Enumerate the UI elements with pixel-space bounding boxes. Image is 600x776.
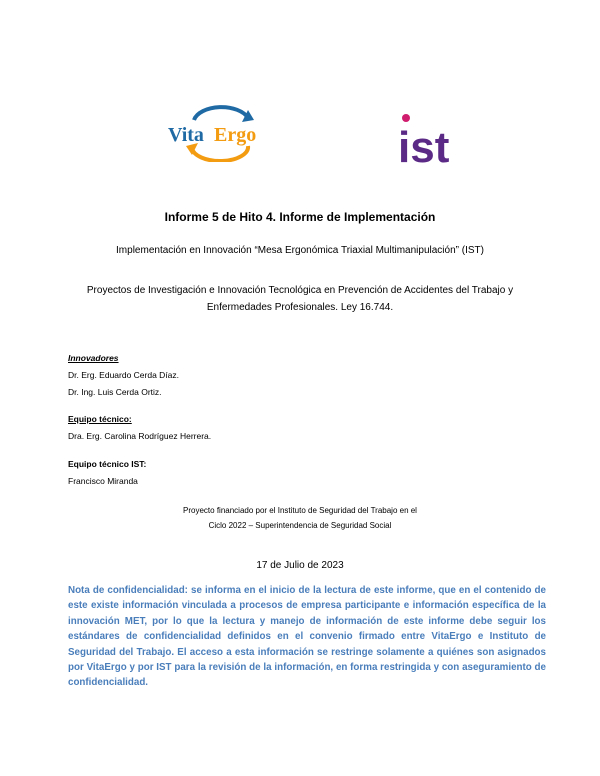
innovators-section [68, 350, 179, 401]
report-subtitle: Implementación en Innovación “Mesa Ergonómica Triaxial Multimanipulación” (IST) [116, 245, 484, 256]
vitaergo-logo-ergo-text: Ergo [214, 124, 257, 146]
technical-team-name-1: Dra. Erg. Carolina Rodríguez Herrera. [68, 431, 212, 441]
technical-team-label: Equipo técnico: [68, 414, 132, 424]
ist-team-label: Equipo técnico IST: [68, 459, 147, 469]
ist-logo-text: ist [398, 123, 450, 170]
funding-line-1: Proyecto financiado por el Instituto de Seguridad del Trabajo en el [183, 506, 417, 515]
funding-statement [60, 503, 540, 533]
vitaergo-logo [164, 100, 274, 162]
confidentiality-note: Nota de confidencialidad: se informa en el inicio de la lectura de este informe, que en el contenido de este existe información vinculada a procesos de empresa participante e información específica de la innovación MET, por lo que la lectura y manejo de información de este informe debe seguir los estándares de confidencialidad definidos en el convenio firmado entre VitaErgo e Instituto de Seguridad del Trabajo. El acceso a esta información se restringe solamente a quiénes son asignados por VitaErgo y por IST para la revisión de la información, en forma restringida y con aseguramiento de confidencialidad. [68, 585, 546, 689]
report-title: Informe 5 de Hito 4. Informe de Implementación [164, 210, 436, 224]
vitaergo-logo-vita-text: Vita [168, 124, 204, 146]
ist-team-section [68, 456, 146, 490]
program-line-1: Proyectos de Investigación e Innovación Tecnológica en Prevención de Accidentes del Trabajo y [86, 285, 514, 296]
innovator-name-2: Dr. Ing. Luis Cerda Ortiz. [68, 387, 162, 397]
program-description [60, 282, 540, 316]
ist-logo [398, 110, 462, 170]
program-line-2: Enfermedades Profesionales. Ley 16.744. [206, 302, 394, 313]
report-date: 17 de Julio de 2023 [256, 560, 344, 571]
ist-team-name-1: Francisco Miranda [68, 476, 138, 486]
innovators-label: Innovadores [68, 353, 119, 363]
innovator-name-1: Dr. Erg. Eduardo Cerda Díaz. [68, 370, 180, 380]
funding-line-2: Ciclo 2022 – Superintendencia de Seguridad Social [208, 521, 392, 530]
technical-team-section [68, 411, 211, 445]
